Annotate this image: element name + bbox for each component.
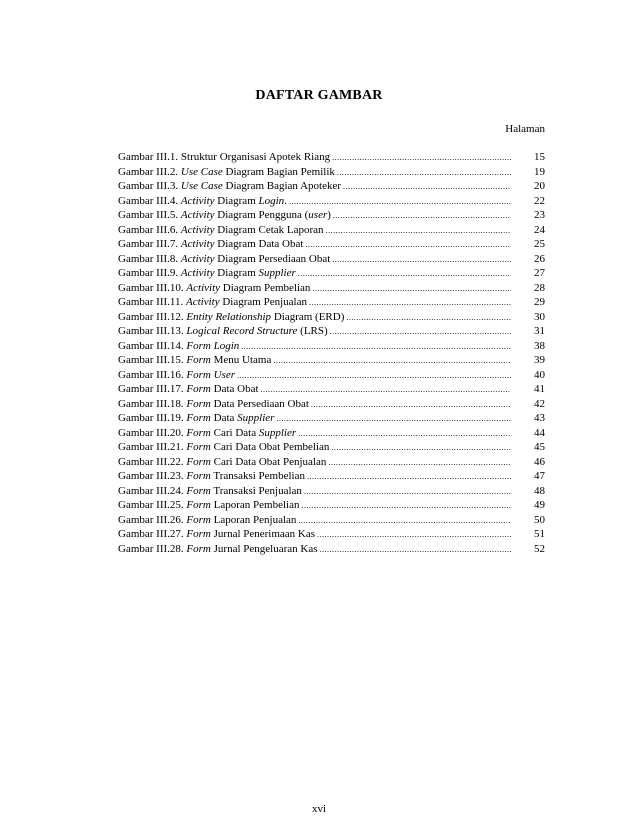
figure-entry-main: [118, 223, 511, 239]
figure-entry: [118, 194, 545, 209]
figure-page-number: 22: [534, 194, 545, 207]
figure-title-segment: Gambar III.16.: [118, 368, 187, 381]
figure-page-number: 46: [534, 455, 545, 468]
dot-leader: [289, 195, 511, 210]
figure-entry-title: [118, 208, 331, 223]
figure-title-segment: Gambar III.18.: [118, 397, 187, 410]
figure-entry-title: [118, 542, 317, 557]
figure-entry-main: [118, 368, 511, 384]
figure-title-segment: Entity Relationship: [186, 310, 272, 323]
figure-entry: [118, 165, 545, 180]
figure-title-segment: Data Persediaan Obat: [210, 397, 309, 410]
figure-title-segment: (LRS): [297, 325, 328, 337]
figure-title-segment: Gambar III.12.: [118, 310, 187, 323]
figure-page-number: 42: [534, 397, 545, 410]
figure-title-segment: Gambar III.25.: [118, 499, 187, 511]
figure-entry: [118, 281, 545, 296]
figure-entry: [118, 237, 545, 252]
figure-entry-main: [118, 411, 511, 427]
dot-leader: [273, 354, 511, 369]
figure-title-segment: Diagram Cetak Laporan: [214, 223, 324, 236]
figure-entry-main: [118, 252, 511, 268]
figure-title-segment: Form: [186, 513, 211, 526]
figure-title-segment: Cari Data: [210, 426, 259, 439]
figure-title-segment: Supplier: [237, 412, 275, 424]
figure-entry: [118, 455, 545, 470]
dot-leader: [319, 543, 511, 558]
figure-entry: [118, 266, 545, 281]
figure-entry: [118, 353, 545, 368]
figure-page-number: 50: [534, 513, 545, 526]
figure-title-segment: Diagram Penjualan: [219, 296, 307, 308]
figure-title-segment: Diagram: [214, 267, 259, 279]
figure-entry-main: [118, 165, 511, 181]
figure-title-segment: Gambar III.21.: [118, 441, 187, 453]
figure-page-number: 45: [534, 441, 545, 453]
figure-title-segment: Gambar III.26.: [118, 513, 187, 526]
figure-entry: [118, 527, 545, 542]
dot-leader: [309, 296, 511, 311]
figure-title-segment: Jurnal Penerimaan Kas: [210, 528, 316, 540]
figure-entry: [118, 252, 545, 267]
figure-title-segment: Laporan Pembelian: [210, 499, 300, 511]
figure-page-number: 15: [534, 151, 545, 163]
figure-entry-title: [118, 150, 330, 165]
figure-entry-main: [118, 484, 511, 500]
figure-title-segment: Gambar III.1. Struktur Organisasi Apotek Riang: [118, 151, 331, 163]
figure-title-segment: Gambar III.13.: [118, 325, 187, 337]
figure-page-number: 23: [534, 209, 545, 221]
figure-title-segment: Gambar III.2.: [118, 165, 181, 178]
dot-leader: [311, 398, 511, 413]
figure-title-segment: Form: [186, 542, 211, 555]
figure-title-segment: Gambar III.4.: [118, 194, 181, 207]
figure-page-number: 24: [534, 223, 545, 236]
figure-title-segment: Activity: [180, 223, 215, 236]
figure-entry-title: [118, 165, 335, 180]
figure-entry-title: [118, 455, 326, 470]
dot-leader: [333, 209, 511, 224]
figure-entry-title: [118, 237, 303, 252]
figure-entry: [118, 310, 545, 325]
figure-title-segment: Gambar III.23.: [118, 470, 187, 482]
figure-title-segment: Gambar III.5.: [118, 209, 181, 221]
figure-entry: [118, 179, 545, 194]
figure-title-segment: Diagram Data Obat: [214, 238, 304, 250]
figure-entry-main: [118, 513, 511, 529]
figure-title-segment: Form: [186, 383, 211, 395]
figure-entry-main: [118, 527, 511, 543]
figure-entry-title: [118, 382, 259, 397]
figure-entry-title: [118, 498, 299, 513]
figure-title-segment: Supplier: [258, 267, 296, 279]
figure-page-number: 39: [534, 354, 545, 366]
figure-page-number: 28: [534, 281, 545, 294]
dot-leader: [343, 180, 511, 195]
figure-entry-main: [118, 382, 511, 398]
dot-leader: [305, 238, 511, 253]
figure-page-number: 48: [534, 484, 545, 497]
figure-entry-main: [118, 295, 511, 311]
figure-entry-main: [118, 455, 511, 471]
figure-title-segment: Gambar III.22.: [118, 455, 187, 468]
dot-leader: [307, 470, 511, 485]
figure-title-segment: Diagram Bagian Apoteker: [222, 180, 341, 192]
figure-entry-main: [118, 426, 511, 442]
dot-leader: [326, 224, 511, 239]
figure-title-segment: Data: [210, 412, 238, 424]
dot-leader: [298, 514, 511, 529]
figure-title-segment: Gambar III.10.: [118, 281, 187, 294]
figure-page-number: 43: [534, 412, 545, 424]
dot-leader: [237, 369, 511, 384]
dot-leader: [330, 325, 511, 340]
figure-entry: [118, 469, 545, 484]
dot-leader: [312, 282, 511, 297]
figure-title-segment: Diagram Pembelian: [220, 281, 311, 294]
figure-title-segment: Laporan Penjualan: [210, 513, 297, 526]
figure-entry: [118, 208, 545, 223]
figure-title-segment: Gambar III.8.: [118, 252, 181, 265]
figure-entry-main: [118, 397, 511, 413]
figure-title-segment: ): [327, 209, 331, 221]
dot-leader: [337, 166, 511, 181]
figure-entry: [118, 382, 545, 397]
figure-entry-main: [118, 469, 511, 485]
figure-title-segment: Use Case: [180, 165, 223, 178]
figure-title-segment: Form: [186, 354, 211, 366]
figure-entry: [118, 411, 545, 426]
dot-leader: [304, 485, 511, 500]
figure-entry: [118, 542, 545, 557]
figure-title-segment: Activity: [180, 194, 215, 207]
figure-entry: [118, 223, 545, 238]
dot-leader: [301, 499, 511, 514]
figure-entry-title: [118, 353, 271, 368]
figure-entry-title: [118, 339, 239, 354]
dot-leader: [276, 412, 511, 427]
figure-title-segment: Form: [186, 528, 211, 540]
figure-entry-title: [118, 484, 302, 499]
figure-entry-main: [118, 150, 511, 166]
figure-entry-title: [118, 368, 235, 383]
figure-entry-main: [118, 266, 511, 282]
figure-entry-main: [118, 353, 511, 369]
figure-entry: [118, 484, 545, 499]
figure-title-segment: Menu Utama: [210, 354, 272, 366]
figure-title-segment: Form: [186, 455, 211, 468]
figure-entry-main: [118, 324, 511, 340]
figure-entry-title: [118, 469, 305, 484]
figure-title-segment: Form: [186, 470, 211, 482]
figure-title-segment: Gambar III.19.: [118, 412, 187, 424]
figure-page-number: 19: [534, 165, 545, 178]
figure-entry: [118, 397, 545, 412]
figure-entry-main: [118, 498, 511, 514]
figure-title-segment: Gambar III.24.: [118, 484, 187, 497]
figure-title-segment: Gambar III.6.: [118, 223, 181, 236]
figure-title-segment: Transaksi Pembelian: [210, 470, 305, 482]
figure-title-segment: Activity: [186, 296, 220, 308]
figure-entry: [118, 440, 545, 455]
figure-title-segment: Form Login: [186, 339, 240, 352]
figure-page-number: 26: [534, 252, 545, 265]
figure-title-segment: Logical Record Structure: [186, 325, 298, 337]
figure-title-segment: Cari Data Obat Penjualan: [210, 455, 327, 468]
dot-leader: [332, 253, 511, 268]
figure-entry: [118, 368, 545, 383]
figure-entry-main: [118, 339, 511, 355]
figure-page-number: 52: [534, 542, 545, 555]
figure-entry-main: [118, 237, 511, 253]
page-column-header: Halaman: [505, 123, 545, 135]
figure-page-number: 41: [534, 383, 545, 395]
figure-page-number: 47: [534, 470, 545, 482]
figure-entry-main: [118, 440, 511, 456]
dot-leader: [317, 528, 511, 543]
figure-entry: [118, 426, 545, 441]
dot-leader: [328, 456, 511, 471]
figure-title-segment: Activity: [180, 252, 215, 265]
figure-entry-title: [118, 310, 344, 325]
figure-entry-main: [118, 179, 511, 195]
dot-leader: [332, 151, 511, 166]
figure-title-segment: Supplier: [258, 426, 297, 439]
figure-entry-main: [118, 310, 511, 326]
figure-title-segment: Gambar III.9.: [118, 267, 181, 279]
figure-title-segment: Diagram Bagian Pemilik: [222, 165, 335, 178]
figure-title-segment: Form: [186, 484, 211, 497]
figure-title-segment: Gambar III.17.: [118, 383, 187, 395]
figure-entry-title: [118, 223, 324, 238]
figure-title-segment: Login: [258, 194, 285, 207]
figure-page-number: 20: [534, 180, 545, 192]
figure-title-segment: Activity: [180, 209, 215, 221]
figure-entry-main: [118, 542, 511, 558]
figure-page-number: 25: [534, 238, 545, 250]
figure-entry-title: [118, 426, 296, 441]
figure-entry-title: [118, 324, 328, 339]
figure-entry-title: [118, 397, 309, 412]
figure-entry-title: [118, 179, 341, 194]
figure-title-segment: Jurnal Pengeluaran Kas: [210, 542, 318, 555]
figure-page-number: 29: [534, 296, 545, 308]
figure-entry-title: [118, 513, 296, 528]
figure-entry: [118, 498, 545, 513]
figure-entry-title: [118, 252, 330, 267]
figure-title-segment: Activity: [180, 238, 215, 250]
figure-title-segment: Cari Data Obat Pembelian: [210, 441, 330, 453]
figure-entry-main: [118, 208, 511, 224]
figure-title-segment: user: [308, 209, 328, 221]
figure-title-segment: Gambar III.28.: [118, 542, 187, 555]
figure-title-segment: Form User: [186, 368, 236, 381]
figure-entry-title: [118, 266, 296, 281]
figure-entry-title: [118, 411, 274, 426]
dot-leader: [346, 311, 511, 326]
figure-title-segment: Gambar III.20.: [118, 426, 187, 439]
figure-entry-title: [118, 527, 315, 542]
figure-entry-main: [118, 281, 511, 297]
figure-title-segment: Gambar III.27.: [118, 528, 187, 540]
dot-leader: [261, 383, 511, 398]
figure-page-number: 49: [534, 499, 545, 511]
figure-page-number: 31: [534, 325, 545, 337]
figure-page-number: 27: [534, 267, 545, 279]
figure-title-segment: Form: [186, 441, 211, 453]
page-number: xvi: [311, 803, 327, 815]
figure-page-number: 38: [534, 339, 545, 352]
figure-title-segment: Diagram Persediaan Obat: [214, 252, 331, 265]
figure-title-segment: Form: [186, 426, 211, 439]
page-title: DAFTAR GAMBAR: [255, 88, 383, 103]
figure-title-segment: Diagram Pengguna (: [214, 209, 309, 221]
figure-entry-title: [118, 440, 329, 455]
figure-title-segment: Gambar III.15.: [118, 354, 187, 366]
figure-entry: [118, 324, 545, 339]
figure-title-segment: Gambar III.7.: [118, 238, 181, 250]
figure-page-number: 51: [534, 528, 545, 540]
dot-leader: [298, 267, 511, 282]
figure-entry-title: [118, 281, 310, 296]
figure-entry: [118, 295, 545, 310]
figure-title-segment: Form: [186, 412, 211, 424]
dot-leader: [241, 340, 511, 355]
figure-entry-main: [118, 194, 511, 210]
figure-page-number: 44: [534, 426, 545, 439]
figure-title-segment: Form: [186, 397, 211, 410]
figure-title-segment: Gambar III.11.: [118, 296, 187, 308]
figure-title-segment: Data Obat: [210, 383, 259, 395]
figure-title-segment: Gambar III.3.: [118, 180, 181, 192]
figure-entry: [118, 513, 545, 528]
figure-title-segment: Activity: [180, 267, 215, 279]
figure-entry: [118, 339, 545, 354]
figure-entry-title: [118, 194, 287, 209]
figure-title-segment: Form: [186, 499, 211, 511]
figure-title-segment: Transaksi Penjualan: [210, 484, 302, 497]
figure-title-segment: Activity: [186, 281, 221, 294]
figure-page-number: 30: [534, 310, 545, 323]
figure-title-segment: .: [284, 194, 287, 207]
figure-title-segment: Diagram: [214, 194, 259, 207]
list-of-figures: [118, 150, 545, 556]
dot-leader: [331, 441, 511, 456]
figure-title-segment: Diagram (ERD): [271, 310, 345, 323]
figure-title-segment: Gambar III.14.: [118, 339, 187, 352]
dot-leader: [298, 427, 511, 442]
figure-entry-title: [118, 295, 307, 310]
figure-page-number: 40: [534, 368, 545, 381]
figure-entry: [118, 150, 545, 165]
figure-title-segment: Use Case: [180, 180, 223, 192]
